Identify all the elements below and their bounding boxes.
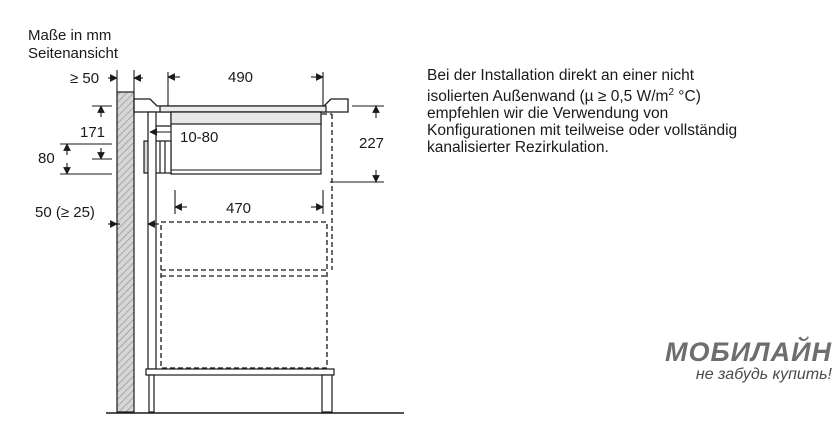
dim-wall-gap-bottom-label: 50 (≥ 25) — [35, 204, 95, 221]
dim-171-label: 171 — [80, 124, 106, 141]
dim-227-label: 227 — [359, 135, 385, 152]
note-line-4: Konfigurationen mit teilweise oder vollständig — [427, 122, 738, 140]
note-line-2-text: isolierten Außenwand (µ ≥ 0,5 W/m — [427, 88, 669, 106]
plinth — [146, 369, 334, 412]
dim-10-80-label: 10-80 — [180, 129, 219, 146]
note-line-1: Bei der Installation direkt an einer nicht — [427, 67, 695, 84]
note-line-2 — [427, 84, 817, 105]
installation-note — [427, 67, 817, 156]
dim-hob-width-label: 490 — [228, 69, 254, 86]
dim-body-width-label: 470 — [226, 200, 252, 217]
dim-wall-gap-label: ≥ 50 — [70, 70, 100, 87]
note-superscript: 2 — [668, 87, 674, 98]
watermark-logo — [662, 337, 832, 384]
dim-duct-80-label: 80 — [38, 150, 55, 167]
wall — [117, 92, 134, 412]
watermark-tagline: не забудь купить! — [695, 366, 832, 383]
watermark-name: МОБИЛАЙН — [665, 337, 832, 367]
view-label: Seitenansicht — [28, 45, 119, 62]
units-label: Maße in mm — [28, 27, 112, 44]
hob-body — [150, 112, 321, 174]
note-line-2-end: °C) — [674, 88, 701, 106]
hob-glass — [160, 106, 326, 112]
cabinet-side — [148, 112, 156, 369]
dim-wall-gap — [108, 70, 143, 92]
note-line-3: empfehlen wir die Verwendung von — [427, 105, 669, 123]
note-line-5: kanalisierter Rezirkulation. — [427, 139, 609, 157]
